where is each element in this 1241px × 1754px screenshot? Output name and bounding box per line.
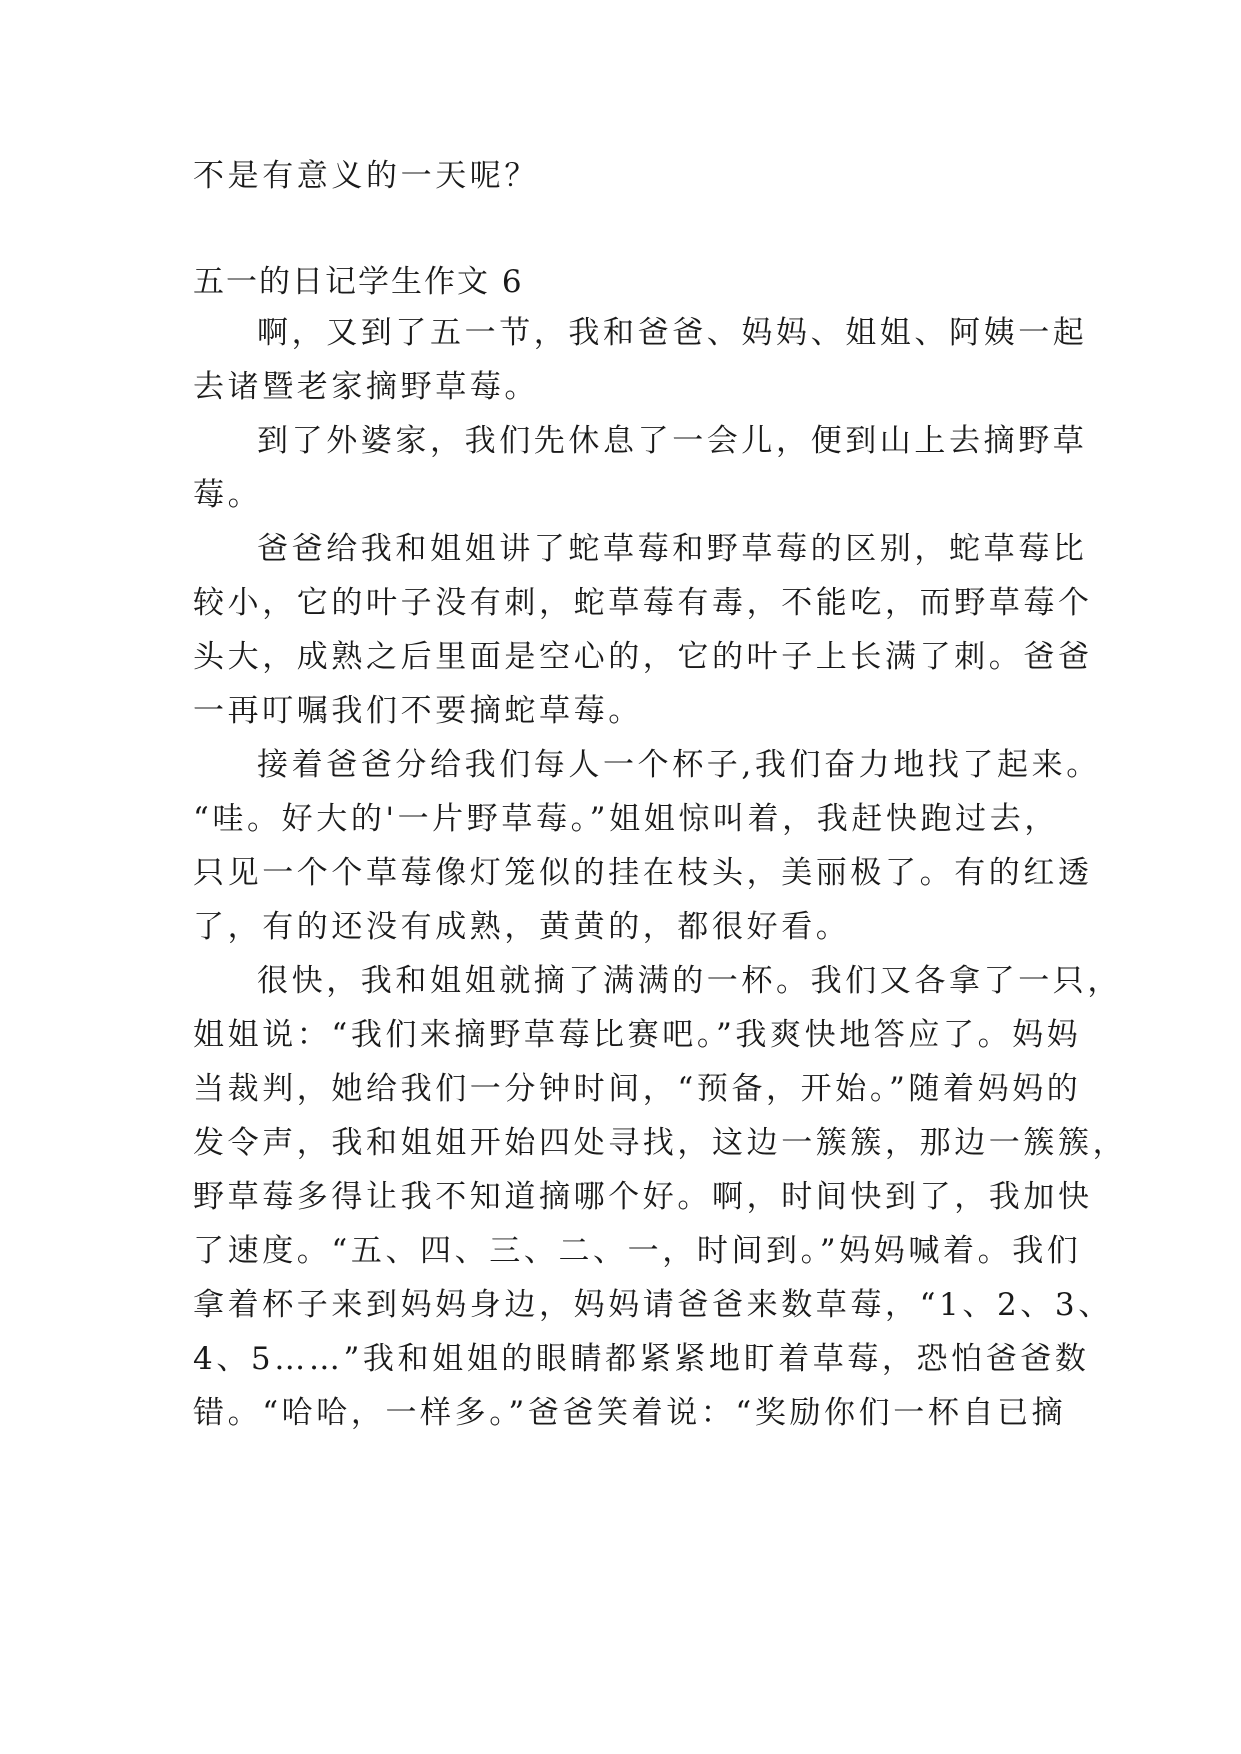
paragraph-line: 去诸暨老家摘野草莓。 bbox=[193, 369, 539, 405]
paragraph-line: 啊，又到了五一节，我和爸爸、妈妈、姐姐、阿姨一起 bbox=[257, 315, 1088, 351]
paragraph-line: 不是有意义的一天呢？ bbox=[193, 158, 539, 194]
paragraph-line: 拿着杯子来到妈妈身边，妈妈请爸爸来数草莓，“1、2、3、 bbox=[193, 1287, 1113, 1323]
paragraph-line: 头大，成熟之后里面是空心的，它的叶子上长满了刺。爸爸 bbox=[193, 639, 1093, 675]
section-title: 五一的日记学生作文 6 bbox=[193, 264, 524, 300]
paragraph-line: 较小，它的叶子没有刺，蛇草莓有毒，不能吃，而野草莓个 bbox=[193, 585, 1093, 621]
paragraph-line: 只见一个个草莓像灯笼似的挂在枝头，美丽极了。有的红透 bbox=[193, 855, 1093, 891]
paragraph-line: 当裁判，她给我们一分钟时间，“预备，开始。”随着妈妈的 bbox=[193, 1071, 1082, 1107]
paragraph-line: 了，有的还没有成熟，黄黄的，都很好看。 bbox=[193, 909, 851, 945]
paragraph-line: 爸爸给我和姐姐讲了蛇草莓和野草莓的区别，蛇草莓比 bbox=[257, 531, 1088, 567]
paragraph-line: 一再叮嘱我们不要摘蛇草莓。 bbox=[193, 693, 643, 729]
paragraph-line: 野草莓多得让我不知道摘哪个好。啊，时间快到了，我加快 bbox=[193, 1179, 1093, 1215]
paragraph-line: 接着爸爸分给我们每人一个杯子,我们奋力地找了起来。 bbox=[257, 747, 1101, 783]
paragraph-line: 错。“哈哈，一样多。”爸爸笑着说：“奖励你们一杯自已摘 bbox=[193, 1395, 1067, 1431]
paragraph-line: 发令声，我和姐姐开始四处寻找，这边一簇簇，那边一簇簇， bbox=[193, 1125, 1128, 1161]
paragraph-line: 4、5……”我和姐姐的眼睛都紧紧地盯着草莓，恐怕爸爸数 bbox=[193, 1341, 1090, 1377]
paragraph-line: 莓。 bbox=[193, 477, 263, 513]
paragraph-line: 很快，我和姐姐就摘了满满的一杯。我们又各拿了一只， bbox=[257, 963, 1122, 999]
paragraph-line: “哇。好大的'一片野草莓。”姐姐惊叫着，我赶快跑过去， bbox=[193, 801, 1059, 837]
paragraph-line: 姐姐说：“我们来摘野草莓比赛吧。”我爽快地答应了。妈妈 bbox=[193, 1017, 1082, 1053]
paragraph-line: 到了外婆家，我们先休息了一会儿，便到山上去摘野草 bbox=[257, 423, 1088, 459]
paragraph-line: 了速度。“五、四、三、二、一，时间到。”妈妈喊着。我们 bbox=[193, 1233, 1082, 1269]
